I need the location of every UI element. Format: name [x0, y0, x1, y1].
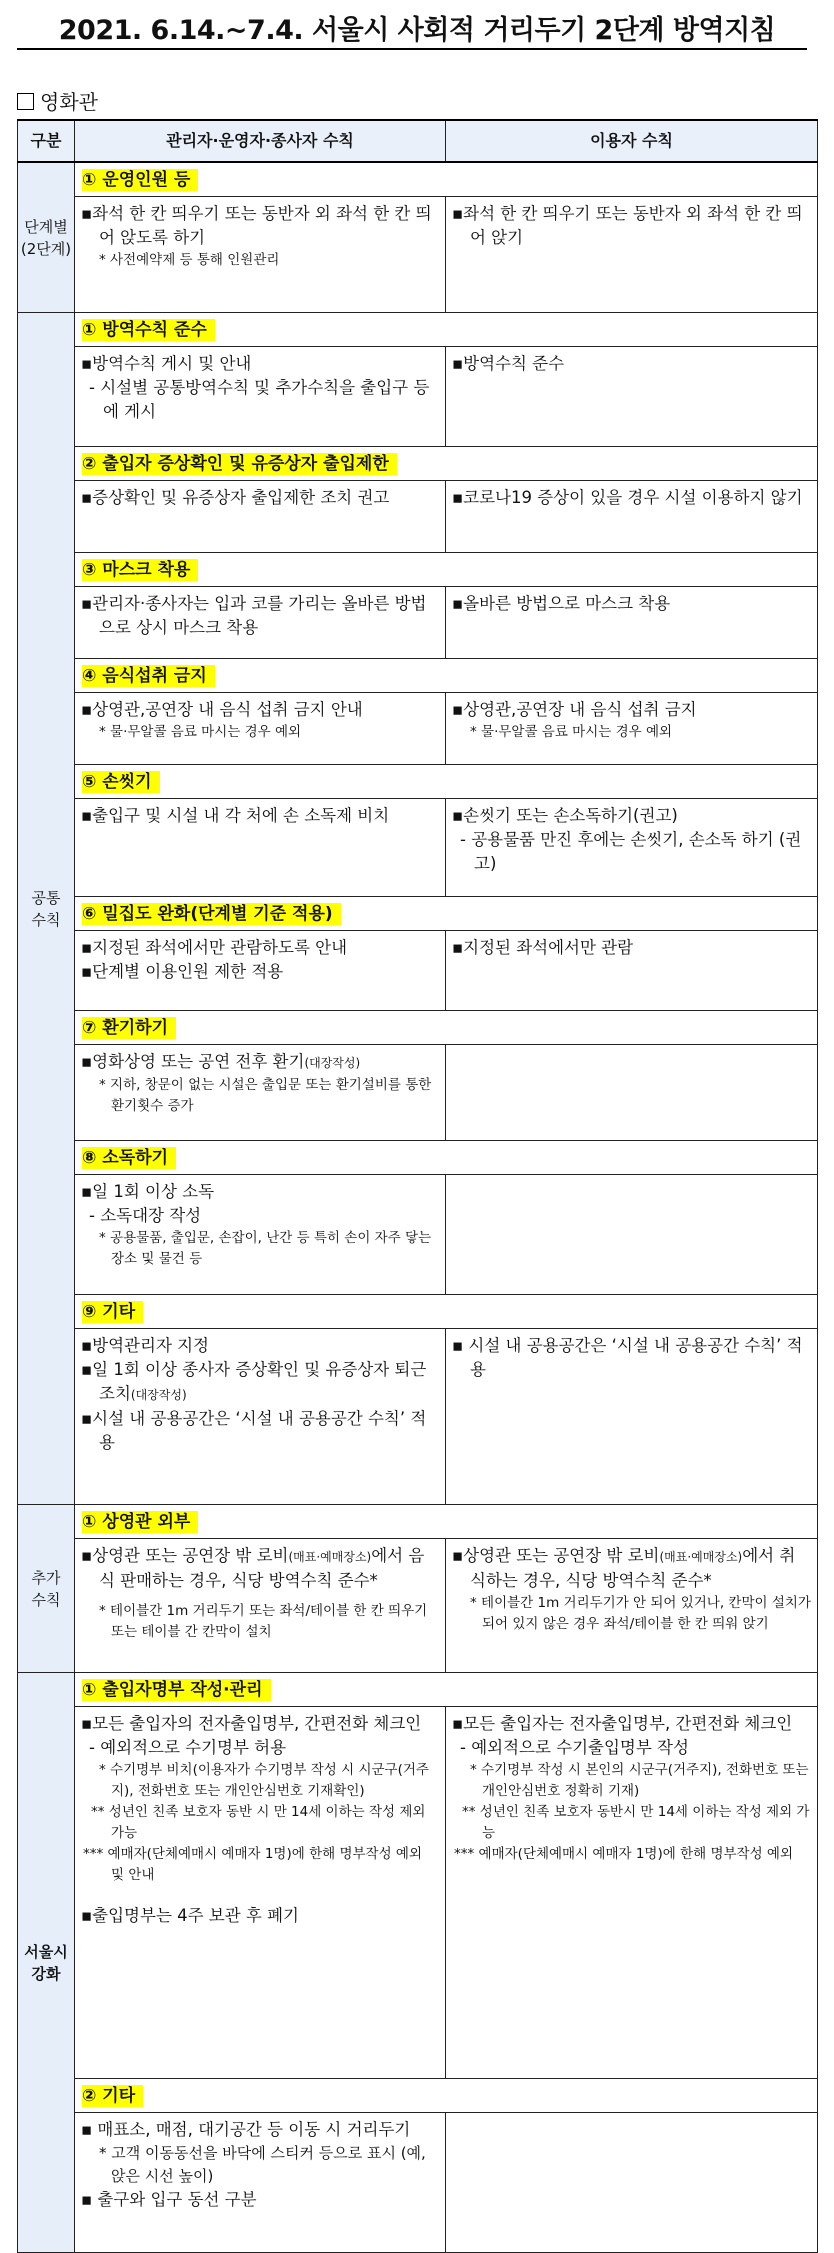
category-label: 강화	[31, 1964, 61, 1983]
subheading-disinfection: ⑧ 소독하기	[75, 1141, 818, 1175]
table-row	[18, 1329, 818, 1505]
subheading-operating-capacity: ① 운영인원 등	[75, 162, 818, 197]
subheading-seoul-misc: ② 기타	[75, 2079, 818, 2113]
subheading-visitor-log: ① 출입자명부 작성·관리	[75, 1673, 818, 1707]
table-row	[18, 162, 818, 197]
category-extra	[18, 1505, 75, 1673]
subheading-no-eating: ④ 음식섭취 금지	[75, 659, 818, 693]
table-row	[18, 1673, 818, 1707]
category-common	[18, 313, 75, 1505]
user-rule-cell	[446, 2113, 818, 2253]
table-row	[18, 799, 818, 897]
manager-rule-cell: ▪방역수칙 게시 및 안내 - 시설별 공통방역수칙 및 추가수칙을 출입구 등에 게시	[75, 347, 446, 447]
manager-rule-cell: ▪상영관,공연장 내 음식 섭취 금지 안내 * 물·무알콜 음료 마시는 경우 예외	[75, 693, 446, 765]
table-row	[18, 313, 818, 347]
manager-rule-cell: ▪모든 출입자의 전자출입명부, 간편전화 체크인 - 예외적으로 수기명부 허용 * 수기명부 비치(이용자가 수기명부 작성 시 시군구(거주지), 전화번호 또는 개인안심번호 기재확인) ** 성년인 친족 보호자 동반 시 만 14세 이하는 작성 제외 가능 *** 예매자(단체예매시 예매자 1명)에 한해 명부작성 예외 및 안내 ▪출입명부는 4주 보관 후 폐기	[75, 1707, 446, 2079]
category-stage	[18, 162, 75, 313]
table-row	[18, 1707, 818, 2079]
category-label: 단계별	[24, 217, 68, 236]
table-row	[18, 659, 818, 693]
manager-rule-cell: ▪일 1회 이상 소독 - 소독대장 작성 * 공용물품, 출입문, 손잡이, 난간 등 특히 손이 자주 닿는 장소 및 물건 등	[75, 1175, 446, 1295]
section-title-text: 영화관	[40, 90, 98, 114]
table-row	[18, 347, 818, 447]
table-row	[18, 197, 818, 313]
category-label: 수칙	[31, 1590, 61, 1609]
user-rule-cell: ▪방역수칙 준수	[446, 347, 818, 447]
manager-rule-cell: ▪증상확인 및 유증상자 출입제한 조치 권고	[75, 481, 446, 553]
user-rule-cell	[446, 1045, 818, 1141]
table-row	[18, 587, 818, 659]
table-row	[18, 1295, 818, 1329]
subheading-misc: ⑨ 기타	[75, 1295, 818, 1329]
user-rule-cell: ▪상영관 또는 공연장 밖 로비(매표·예매장소)에서 취식하는 경우, 식당 방역수칙 준수* * 테이블간 1m 거리두기가 안 되어 있거나, 칸막이 설치가 되어 있지 않은 경우 좌석/테이블 한 칸 띄워 앉기	[446, 1539, 818, 1673]
table-row	[18, 693, 818, 765]
user-rule-cell: ▪좌석 한 칸 띄우기 또는 동반자 외 좌석 한 칸 띄어 앉기	[446, 197, 818, 313]
subheading-handwash: ⑤ 손씻기	[75, 765, 818, 799]
header-gubun: 구분	[18, 120, 75, 162]
table-row	[18, 447, 818, 481]
category-seoul	[18, 1673, 75, 2253]
subheading-symptom-check: ② 출입자 증상확인 및 유증상자 출입제한	[75, 447, 818, 481]
checkbox-square-icon	[17, 93, 34, 110]
user-rule-cell: ▪ 시설 내 공용공간은 ‘시설 내 공용공간 수칙’ 적용	[446, 1329, 818, 1505]
user-rule-cell: ▪지정된 좌석에서만 관람	[446, 931, 818, 1011]
user-rule-cell: ▪올바른 방법으로 마스크 착용	[446, 587, 818, 659]
table-row	[18, 1175, 818, 1295]
manager-rule-cell: ▪관리자·종사자는 입과 코를 가리는 올바른 방법으로 상시 마스크 착용	[75, 587, 446, 659]
table-row	[18, 2113, 818, 2253]
table-row	[18, 1011, 818, 1045]
guideline-table	[17, 119, 818, 2253]
subheading-quarantine-rules: ① 방역수칙 준수	[75, 313, 818, 347]
header-manager-rules: 관리자·운영자·종사자 수칙	[75, 120, 446, 162]
manager-rule-cell: ▪상영관 또는 공연장 밖 로비(매표·예매장소)에서 음식 판매하는 경우, 식당 방역수칙 준수* * 테이블간 1m 거리두기 또는 좌석/테이블 한 칸 띄우기 또는 테이블 간 칸막이 설치	[75, 1539, 446, 1673]
table-row	[18, 765, 818, 799]
table-row	[18, 2079, 818, 2113]
table-row	[18, 481, 818, 553]
manager-rule-cell: ▪ 매표소, 매점, 대기공간 등 이동 시 거리두기 * 고객 이동동선을 바닥에 스티커 등으로 표시 (예, 앉은 시선 높이) ▪ 출구와 입구 동선 구분	[75, 2113, 446, 2253]
table-row	[18, 1539, 818, 1673]
subheading-density: ⑥ 밀집도 완화(단계별 기준 적용)	[75, 897, 818, 931]
title-underline	[17, 48, 807, 50]
category-label: 수칙	[31, 910, 61, 929]
manager-rule-cell: ▪방역관리자 지정 ▪일 1회 이상 종사자 증상확인 및 유증상자 퇴근 조치(대장작성) ▪시설 내 공용공간은 ‘시설 내 공용공간 수칙’ 적용	[75, 1329, 446, 1505]
page-title: 2021. 6.14.~7.4. 서울시 사회적 거리두기 2단계 방역지침	[58, 15, 776, 46]
table-row	[18, 1141, 818, 1175]
section-title	[17, 86, 98, 115]
user-rule-cell: ▪손씻기 또는 손소독하기(권고) - 공용물품 만진 후에는 손씻기, 손소독 하기 (권고)	[446, 799, 818, 897]
subheading-ventilation: ⑦ 환기하기	[75, 1011, 818, 1045]
manager-rule-cell: ▪출입구 및 시설 내 각 처에 손 소독제 비치	[75, 799, 446, 897]
manager-rule-cell: ▪좌석 한 칸 띄우기 또는 동반자 외 좌석 한 칸 띄어 앉도록 하기 * 사전예약제 등 통해 인원관리	[75, 197, 446, 313]
table-row	[18, 897, 818, 931]
subheading-outside-theater: ① 상영관 외부	[75, 1505, 818, 1539]
manager-rule-cell: ▪영화상영 또는 공연 전후 환기(대장작성) * 지하, 창문이 없는 시설은 출입문 또는 환기설비를 통한 환기횟수 증가	[75, 1045, 446, 1141]
manager-rule-cell: ▪지정된 좌석에서만 관람하도록 안내 ▪단계별 이용인원 제한 적용	[75, 931, 446, 1011]
table-row	[18, 553, 818, 587]
user-rule-cell: ▪상영관,공연장 내 음식 섭취 금지 * 물·무알콜 음료 마시는 경우 예외	[446, 693, 818, 765]
table-row	[18, 931, 818, 1011]
category-label: (2단계)	[20, 239, 72, 258]
user-rule-cell	[446, 1175, 818, 1295]
category-label: 공통	[31, 888, 61, 907]
category-label: 서울시	[24, 1942, 68, 1961]
table-header-row	[18, 120, 818, 162]
user-rule-cell: ▪모든 출입자는 전자출입명부, 간편전화 체크인 - 예외적으로 수기출입명부 작성 * 수기명부 작성 시 본인의 시군구(거주지), 전화번호 또는 개인안심번호 정확히 기재) ** 성년인 친족 보호자 동반시 만 14세 이하는 작성 제외 가능 *** 예매자(단체예매시 예매자 1명)에 한해 명부작성 예외	[446, 1707, 818, 2079]
user-rule-cell: ▪코로나19 증상이 있을 경우 시설 이용하지 않기	[446, 481, 818, 553]
table-row	[18, 1505, 818, 1539]
table-row	[18, 1045, 818, 1141]
subheading-mask: ③ 마스크 착용	[75, 553, 818, 587]
category-label: 추가	[31, 1568, 61, 1587]
header-user-rules: 이용자 수칙	[446, 120, 818, 162]
